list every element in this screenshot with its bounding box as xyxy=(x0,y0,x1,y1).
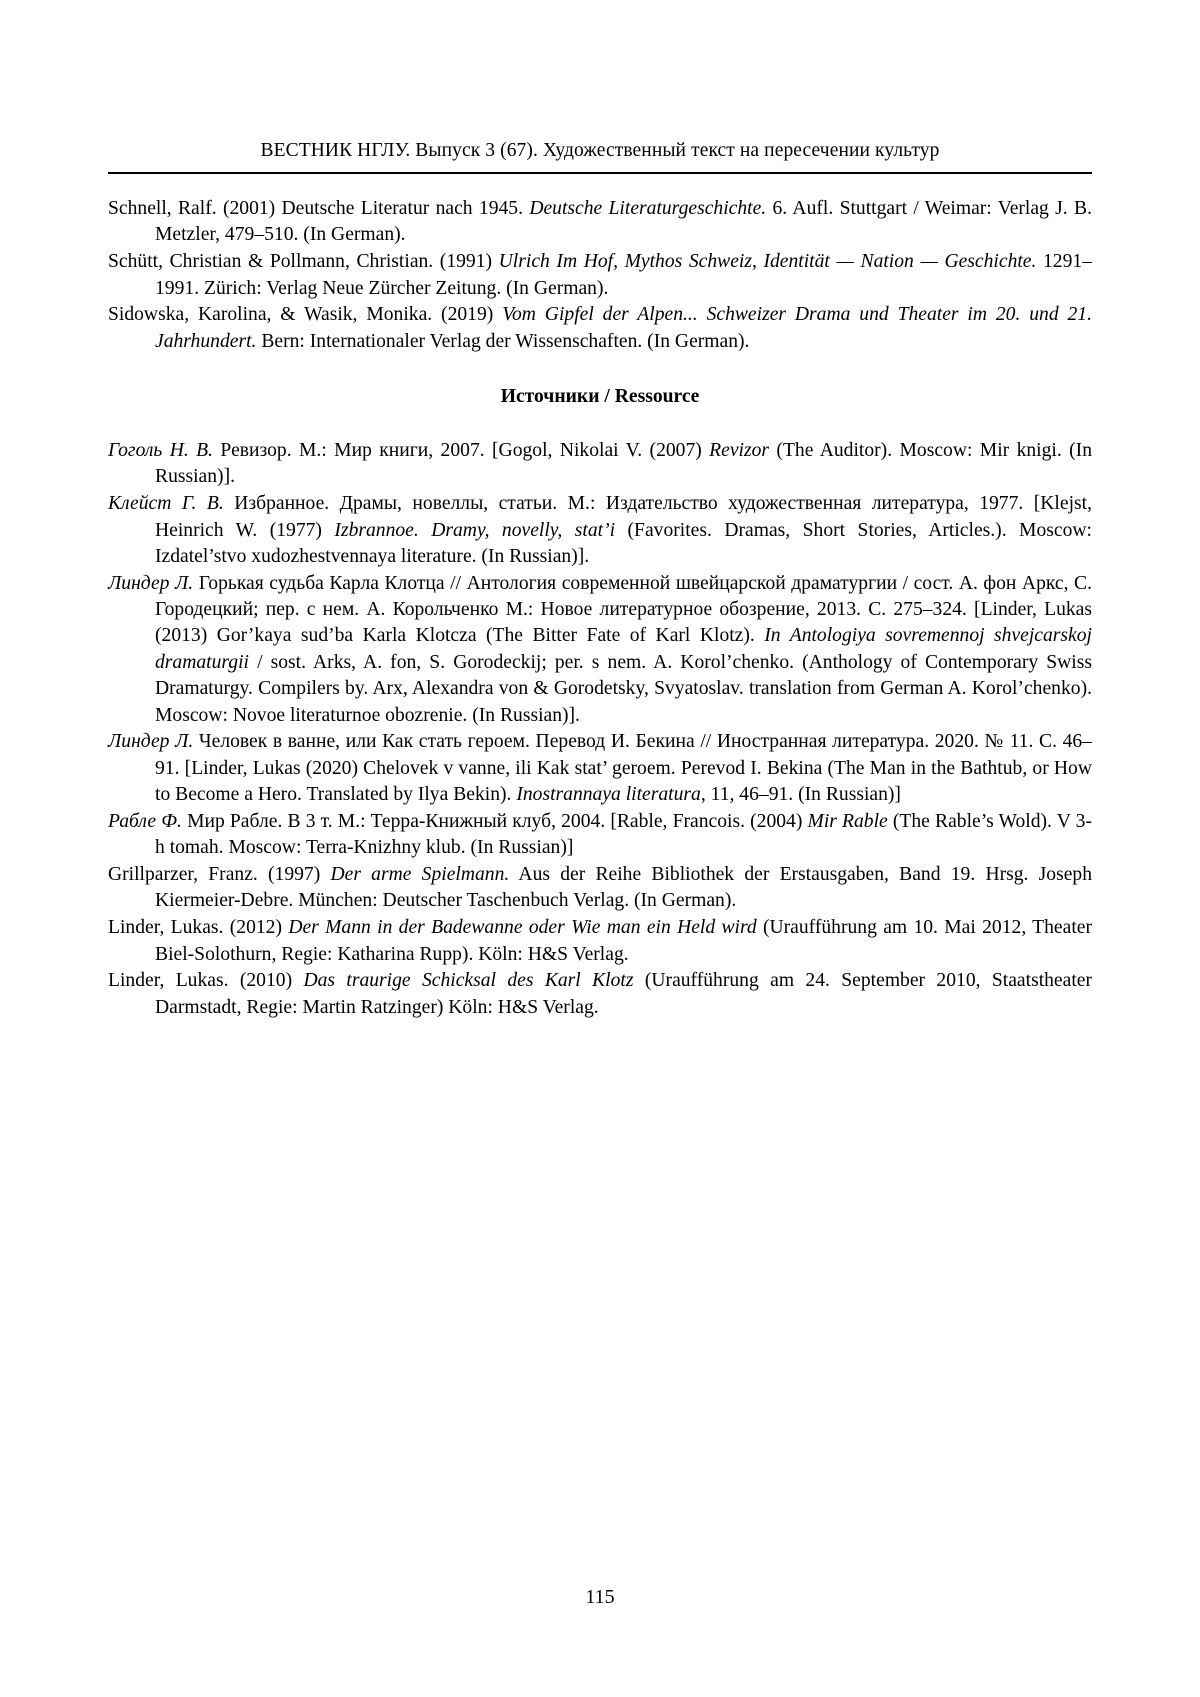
title-italic: Vom Gipfel der Alpen... Schweizer Drama und Theater im 20. und 21. Jahrhundert. xyxy=(155,304,1092,352)
text-segment: (The Rable’s Wold). V 3-h tomah. Moscow: Terra-Knizhny klub. (In Russian)] xyxy=(155,810,1092,859)
page-number: 115 xyxy=(585,1586,615,1608)
title-italic: Mir Rable xyxy=(807,810,888,832)
title-italic: Der arme Spielmann. xyxy=(330,864,510,886)
reference-entry xyxy=(108,302,1092,355)
text-segment: (The Auditor). Moscow: Mir knigi. (In Russian)]. xyxy=(155,440,1092,488)
title-italic: Inostrannaya literatura xyxy=(516,784,701,806)
text-segment: Ревизор. М.: Мир книги, 2007. [Gogol, Nikolai V. (2007) xyxy=(213,440,710,462)
text-segment: (Uraufführung am 10. Mai 2012, Theater Biel-Solothurn, Regie: Katharina Rupp). Köln: H&S Verlag. xyxy=(155,917,1092,965)
text-segment: Избранное. Драмы, новеллы, статьи. М.: Издательство художественная литература, 1977. [Klejst, Heinrich W. (1977) xyxy=(155,493,1092,541)
text-segment: Linder, Lukas. (2012) xyxy=(108,917,289,939)
text-segment: Grillparzer, Franz. (1997) xyxy=(108,864,331,886)
reference-entry xyxy=(108,196,1092,249)
text-segment: (Uraufführung am 24. September 2010, Staatstheater Darmstadt, Regie: Martin Ratzinger) Köln: H&S Verlag. xyxy=(155,970,1092,1018)
text-segment: (Favorites. Dramas, Short Stories, Articles.). Moscow: Izdatel’stvo xudozhestvennaya literature. (In Russian)]. xyxy=(155,519,1092,567)
text-segment: Schnell, Ralf. (2001) Deutsche Literatur nach 1945. xyxy=(108,198,530,219)
title-italic: Линдер Л. xyxy=(108,572,194,594)
text-segment: Bern: Internationaler Verlag der Wissenschaften. (In German). xyxy=(256,330,750,352)
text-segment: 6. Aufl. Stuttgart / Weimar: Verlag J. B. Metzler, 479–510. (In German). xyxy=(155,198,1092,246)
text-segment: Schütt, Christian & Pollmann, Christian. (1991) xyxy=(108,251,499,273)
source-entry xyxy=(108,968,1092,1021)
title-italic: Линдер Л. xyxy=(108,731,194,753)
title-italic: Deutsche Literaturgeschichte. xyxy=(529,198,767,219)
text-segment: Linder, Lukas. (2010) xyxy=(108,970,304,992)
title-italic: Рабле Ф. xyxy=(108,810,182,832)
source-entry xyxy=(108,491,1092,570)
title-italic: Das traurige Schicksal des Karl Klotz xyxy=(303,970,634,992)
title-italic: Revizor xyxy=(709,440,770,462)
title-italic: In Antologiya sovremennoj shvejcarskoj dramaturgii xyxy=(155,625,1092,673)
section-title-sources: Источники / Ressource xyxy=(500,386,700,408)
title-italic: Клейст Г. В. xyxy=(108,493,224,515)
text-segment: Мир Рабле. В 3 т. М.: Терра-Книжный клуб, 2004. [Rable, Francois. (2004) xyxy=(181,810,808,832)
source-entry xyxy=(108,438,1092,491)
text-segment: 1291–1991. Zürich: Verlag Neue Zürcher Zeitung. (In German). xyxy=(155,251,1092,299)
source-entry xyxy=(108,915,1092,968)
source-entry xyxy=(108,809,1092,862)
reference-entry xyxy=(108,249,1092,302)
text-segment: , 11, 46–91. (In Russian)] xyxy=(700,784,901,806)
title-italic: Der Mann in der Badewanne oder Wie man ein Held wird xyxy=(288,917,757,939)
text-segment: Aus der Reihe Bibliothek der Erstausgaben, Band 19. Hrsg. Joseph Kiermeier-Debre. München: Deutscher Taschenbuch Verlag. (In German). xyxy=(155,864,1093,912)
running-head: ВЕСТНИК НГЛУ. Выпуск 3 (67). Художественный текст на пересечении культур xyxy=(260,140,940,161)
text-segment: Sidowska, Karolina, & Wasik, Monika. (2019) xyxy=(108,304,503,326)
source-entry xyxy=(108,571,1092,729)
page-content xyxy=(108,196,1092,1022)
text-segment: Горькая судьба Карла Клотца // Антология современной швейцарской драматургии / сост. А. фон Аркс, С. Городецкий; пер. с нем. А. Корольченко М.: Новое литературное обозрение, 2013. С. 275–324. [Linder, Lukas (2013) Gor’kaya sud’ba Karla Klotcza (The Bitter Fate of Karl Klotz). xyxy=(155,572,1093,647)
sources-list xyxy=(108,438,1092,1021)
source-entry xyxy=(108,862,1092,915)
references-list xyxy=(108,196,1092,355)
text-segment: Человек в ванне, или Как стать героем. Перевод И. Бекина // Иностранная литература. 2020. № 11. С. 46–91. [Linder, Lukas (2020) Chelovek v vanne, ili Kak stat’ geroem. Perevod I. Bekina (The Man in the Bathtub, or How to Become a Hero. Translated by Ilya Bekin). xyxy=(155,731,1093,806)
title-italic: Izbrannoe. Dramy, novelly, stat’i xyxy=(334,519,616,541)
header-rule xyxy=(108,172,1092,174)
text-segment: / sost. Arks, A. fon, S. Gorodeckij; per. s nem. A. Korol’chenko. (Anthology of Contemporary Swiss Dramaturgy. Compilers by. Arx, Alexandra von & Gorodetsky, Svyatoslav. translation from German A. Korol’chenko). Moscow: Novoe literaturnoe obozrenie. (In Russian)]. xyxy=(155,651,1092,726)
title-italic: Гоголь Н. В. xyxy=(108,440,214,462)
title-italic: Ulrich Im Hof, Mythos Schweiz, Identität — Nation — Geschichte. xyxy=(498,251,1037,273)
source-entry xyxy=(108,729,1092,808)
